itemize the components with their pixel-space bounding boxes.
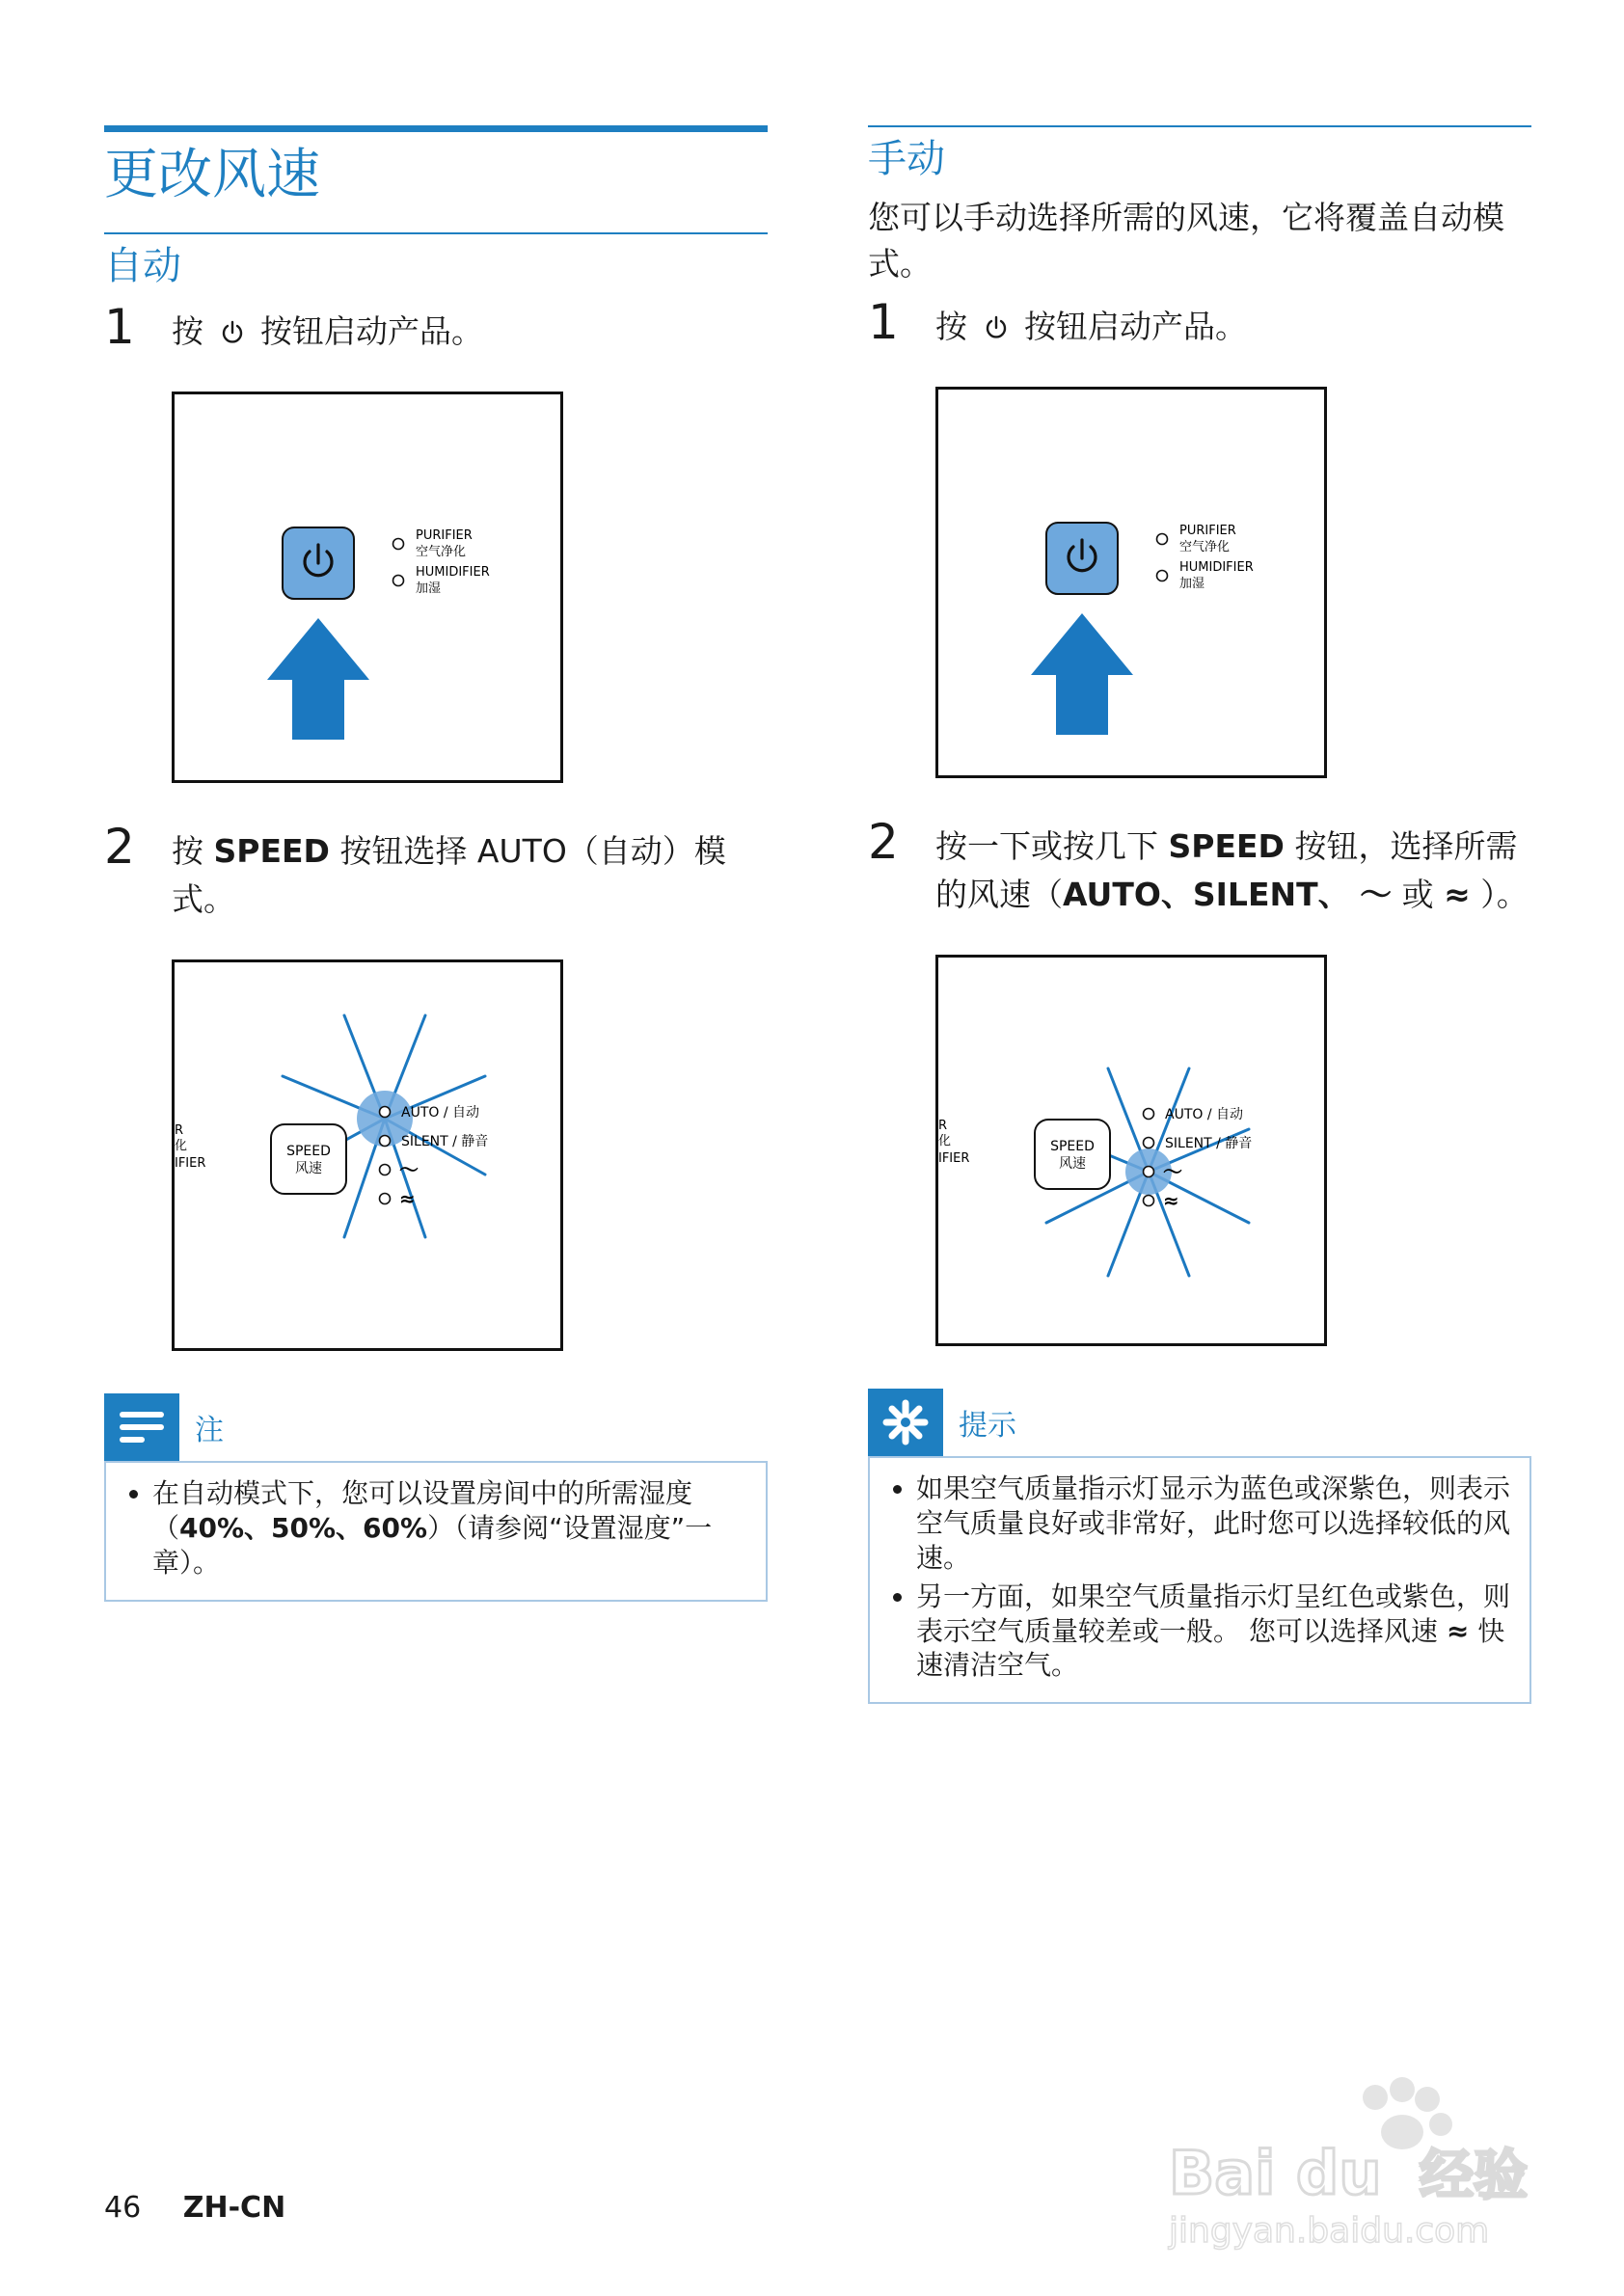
step-pre: 按	[172, 311, 203, 350]
indicator-humidifier	[393, 576, 404, 586]
power-figure-manual	[935, 387, 1327, 778]
baidu-paw-logo	[1161, 2070, 1566, 2254]
speed-button-graphic	[1035, 1120, 1110, 1189]
page-number: 46	[104, 2191, 142, 2225]
left-column	[104, 125, 768, 1602]
speed2-symbol: ≈	[1446, 1614, 1470, 1647]
note-icon	[104, 1393, 179, 1461]
manual-heading: 手动	[868, 137, 945, 181]
speed-keyword: SPEED	[1168, 827, 1285, 866]
power-panel-illustration	[938, 390, 1324, 775]
speed-figure	[172, 959, 563, 1351]
step-number: 2	[104, 819, 135, 876]
label-speed1: ～	[399, 1158, 419, 1182]
indicator-auto	[380, 1107, 391, 1118]
label-humidifier-cn: 加湿	[1179, 577, 1205, 592]
indicator-speed2	[1144, 1196, 1154, 1206]
speed-figure-manual	[935, 955, 1327, 1346]
label-speed2: ≈	[399, 1187, 416, 1211]
side-label-1: R	[938, 1119, 948, 1134]
label-auto: AUTO / 自动	[1165, 1107, 1244, 1123]
indicator-purifier	[393, 539, 404, 550]
speed-button-graphic	[271, 1124, 346, 1194]
step-pre: 按	[935, 307, 967, 345]
power-panel-illustration	[175, 394, 560, 780]
arrow-up-icon	[267, 618, 369, 680]
indicator-auto	[1144, 1109, 1154, 1120]
step-post: ）。	[1480, 875, 1529, 913]
step-text	[172, 822, 768, 923]
tip-header	[868, 1389, 1531, 1456]
step-or: 或	[1401, 875, 1434, 913]
label-purifier-cn: 空气净化	[1179, 540, 1231, 555]
watermark-url: jingyan.baidu.com	[1169, 2211, 1490, 2251]
tip-callout	[868, 1389, 1531, 1704]
label-speed1: ～	[1163, 1160, 1182, 1184]
indicator-purifier	[1157, 534, 1168, 545]
indicator-speed1	[380, 1165, 391, 1175]
watermark-cn: 经验	[1420, 2145, 1528, 2207]
power-figure	[172, 392, 563, 783]
page-title: 更改风速	[104, 144, 320, 206]
auto-rule	[104, 232, 768, 234]
side-label-2: 化	[175, 1139, 188, 1154]
step-post: 按钮启动产品。	[1024, 307, 1247, 345]
side-label-3: IFIER	[175, 1156, 206, 1172]
note-text: 在自动模式下，您可以设置房间中的所需湿度（	[152, 1477, 693, 1544]
speed-label: SPEED	[1050, 1139, 1095, 1155]
side-label-1: R	[175, 1123, 184, 1139]
step-mid: 按钮，选择所需的风速（	[935, 827, 1518, 913]
label-purifier-cn: 空气净化	[416, 545, 467, 560]
speed-keyword: SPEED	[213, 832, 330, 871]
speed-panel-illustration	[938, 958, 1324, 1343]
speed2-symbol: ≈	[1444, 875, 1471, 913]
label-silent: SILENT / 静音	[1165, 1136, 1253, 1152]
manual-step-1	[868, 293, 1531, 351]
indicator-speed1	[1144, 1167, 1154, 1177]
speed1-symbol: ～	[1360, 875, 1393, 913]
label-purifier: PURIFIER	[1179, 524, 1236, 539]
baidu-watermark	[1161, 2070, 1566, 2254]
auto-step-2	[104, 819, 768, 923]
note-item	[152, 1476, 746, 1580]
step-pre: 按一下或按几下	[935, 827, 1158, 866]
auto-heading: 自动	[104, 243, 181, 288]
page-footer	[104, 2191, 285, 2225]
tip-text-end: 快速清洁空气。	[916, 1614, 1505, 1682]
label-humidifier-cn: 加湿	[416, 581, 442, 597]
tip-text: 另一方面，如果空气质量指示灯呈红色或紫色，则表示空气质量较差或一般。 您可以选择风速	[916, 1580, 1511, 1647]
note-title: 注	[195, 1414, 224, 1448]
label-auto: AUTO / 自动	[401, 1105, 480, 1121]
label-speed2: ≈	[1163, 1189, 1179, 1213]
note-header	[104, 1393, 768, 1461]
note-text-end: ）（请参阅“设置湿度”一章）。	[152, 1511, 713, 1579]
note-callout	[104, 1393, 768, 1601]
watermark-brand: Bai du	[1169, 2138, 1382, 2208]
title-rule	[104, 125, 768, 132]
speed-panel-illustration	[175, 962, 560, 1348]
tip-icon	[868, 1389, 943, 1456]
speed-label-cn: 风速	[1059, 1156, 1086, 1173]
tip-title: 提示	[959, 1409, 1016, 1444]
step-pre: 按	[172, 832, 203, 871]
tip-item: • 如果空气质量指示灯显示为蓝色或深紫色，则表示空气质量良好或非常好，此时您可以选择较低的风速。	[916, 1472, 1510, 1575]
label-humidifier: HUMIDIFIER	[1179, 560, 1254, 576]
power-icon	[220, 320, 245, 345]
tip-item	[916, 1580, 1510, 1683]
step-number: 1	[868, 293, 899, 350]
label-humidifier: HUMIDIFIER	[416, 565, 490, 581]
note-bold: 40%、50%、60%	[179, 1511, 428, 1544]
tip-box	[868, 1456, 1531, 1704]
indicator-speed2	[380, 1194, 391, 1204]
indicator-silent	[380, 1136, 391, 1147]
speed-modes: AUTO、SILENT、	[1063, 875, 1350, 913]
step-text	[935, 817, 1531, 918]
language-code: ZH-CN	[182, 2191, 286, 2225]
step-post: 按钮选择 AUTO（自动）模式。	[172, 832, 726, 918]
step-post: 按钮启动产品。	[260, 311, 483, 350]
indicator-silent	[1144, 1138, 1154, 1148]
auto-step-1	[104, 298, 768, 356]
side-label-2: 化	[938, 1134, 952, 1149]
label-purifier: PURIFIER	[416, 528, 473, 544]
step-text	[935, 297, 1531, 351]
arrow-up-icon	[1031, 613, 1133, 675]
indicator-humidifier	[1157, 571, 1168, 581]
side-label-3: IFIER	[938, 1151, 970, 1167]
step-text	[172, 302, 768, 356]
speed-label-cn: 风速	[295, 1161, 322, 1177]
step-number: 1	[104, 298, 135, 355]
manual-intro: 您可以手动选择所需的风速，它将覆盖自动模式。	[868, 199, 1504, 283]
note-box	[104, 1461, 768, 1601]
manual-step-2	[868, 814, 1531, 918]
speed-label: SPEED	[286, 1144, 331, 1160]
label-silent: SILENT / 静音	[401, 1134, 489, 1150]
right-column	[868, 125, 1531, 1704]
manual-rule	[868, 125, 1531, 127]
step-number: 2	[868, 814, 899, 871]
power-icon	[984, 315, 1009, 340]
